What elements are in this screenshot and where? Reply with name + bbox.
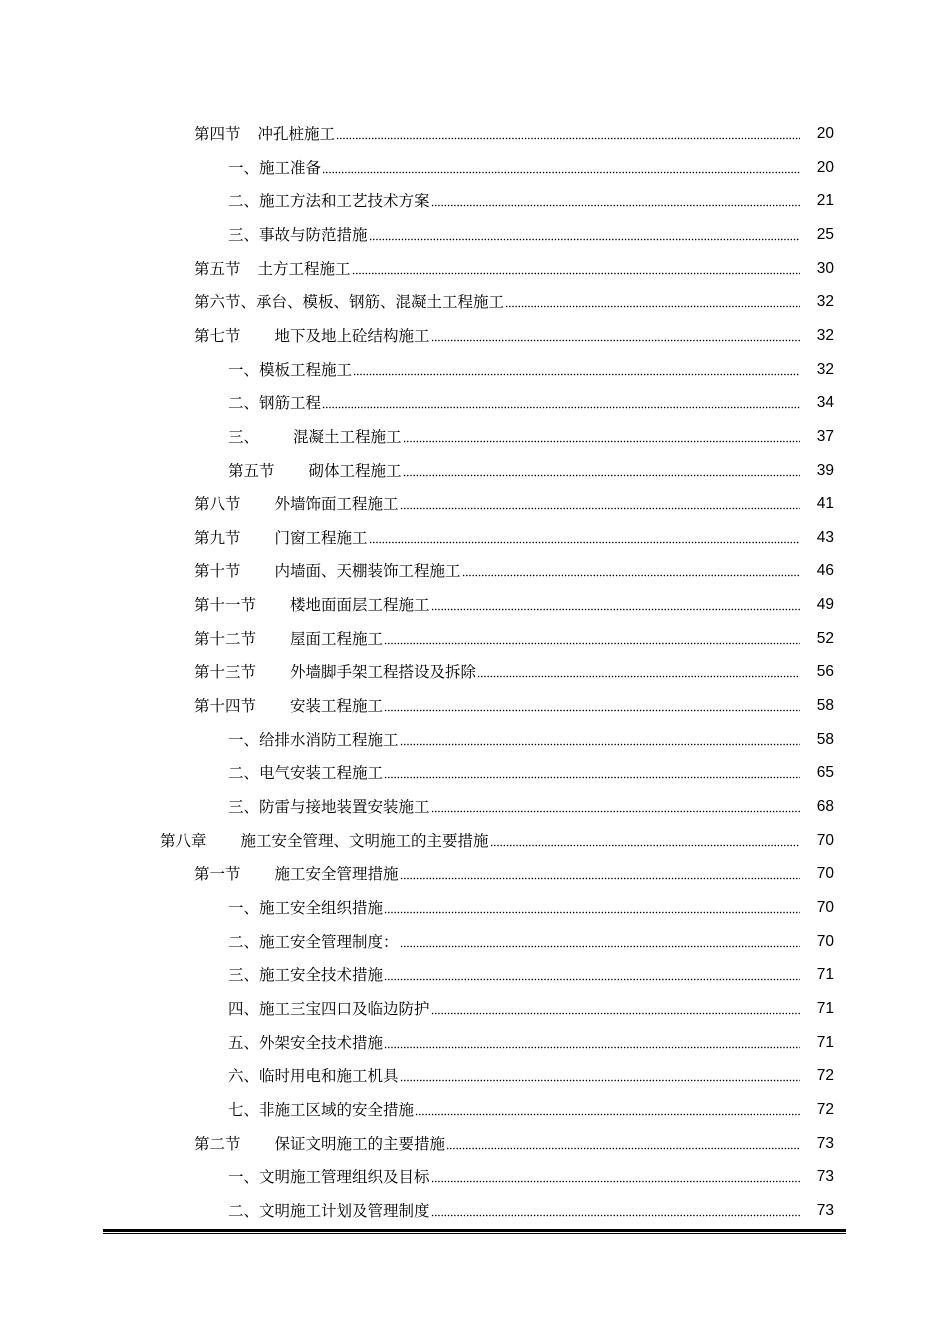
toc-entry[interactable]: [228, 1098, 834, 1122]
toc-entry-title: 事故与防范措施: [259, 225, 368, 244]
toc-entry[interactable]: [228, 930, 834, 954]
toc-entry-page-number: 72: [816, 1100, 834, 1118]
toc-entry-page-number: 58: [816, 730, 834, 748]
toc-entry-page-number: 58: [816, 697, 834, 715]
toc-entry-title: 冲孔桩施工: [257, 125, 336, 143]
toc-entry-text: [194, 559, 461, 583]
toc-entry-title: 内墙面、天棚装饰工程施工: [274, 562, 461, 581]
toc-entry-label: 第九节: [194, 528, 241, 547]
dot-leader: [462, 559, 800, 583]
toc-entry[interactable]: [194, 593, 834, 617]
toc-entry-text: [228, 156, 321, 180]
toc-entry[interactable]: [194, 492, 834, 516]
dot-leader: [384, 694, 800, 718]
toc-entry-label: 第八章: [160, 831, 207, 850]
toc-entry-label: 三、: [228, 798, 260, 816]
toc-entry-title: 安装工程施工: [290, 697, 384, 716]
toc-entry-page-number: 73: [816, 1134, 834, 1152]
toc-entry-text: [228, 1199, 430, 1223]
toc-entry-label: 一、: [228, 730, 260, 749]
toc-entry[interactable]: [194, 694, 834, 718]
toc-entry-page-number: 73: [816, 1201, 834, 1219]
toc-entry-title: 施工安全技术措施: [259, 966, 384, 985]
toc-entry-title: 临时用电和施工机具: [259, 1067, 399, 1086]
toc-entry-title: 承台、模板、钢筋、混凝土工程施工: [256, 293, 505, 312]
dot-leader: [446, 1132, 800, 1156]
toc-entry-label: 五、: [228, 1033, 260, 1052]
toc-entry-label: 第二节: [194, 1134, 241, 1153]
toc-entry-text: [228, 1064, 399, 1088]
toc-entry-text: [228, 425, 402, 449]
toc-entry-text: [228, 728, 399, 752]
toc-entry-title: 外架安全技术措施: [259, 1033, 384, 1052]
dot-leader: [352, 257, 800, 281]
toc-entry[interactable]: [194, 122, 834, 146]
dot-leader: [415, 1098, 800, 1122]
toc-entry-label: 第八节: [194, 495, 241, 514]
dot-leader: [369, 223, 800, 247]
toc-entry-page-number: 21: [816, 192, 834, 210]
toc-entry-page-number: 56: [816, 663, 834, 681]
toc-entry-title: 施工安全管理制度：: [259, 932, 399, 951]
toc-entry-label: 一、: [228, 898, 260, 917]
dot-leader: [400, 862, 800, 886]
toc-entry-title: 文明施工管理组织及目标: [259, 1168, 430, 1187]
toc-entry-text: [228, 223, 368, 247]
toc-entry-label: 二、: [228, 192, 260, 211]
dot-leader: [505, 290, 800, 314]
toc-entry-text: [194, 324, 430, 348]
toc-entry-page-number: 71: [816, 999, 834, 1017]
toc-entry-text: [194, 593, 430, 617]
toc-entry-text: [194, 290, 504, 314]
toc-entry-page-number: 70: [816, 898, 834, 916]
dot-leader: [369, 526, 800, 550]
toc-entry-text: [228, 459, 402, 483]
toc-entry-page-number: 32: [816, 326, 834, 344]
toc-entry-text: [194, 492, 399, 516]
toc-entry-text: [228, 761, 383, 785]
toc-entry-label: 第十三节: [194, 663, 257, 682]
dot-leader: [322, 156, 800, 180]
toc-entry-text: [228, 896, 383, 920]
toc-entry[interactable]: [228, 189, 834, 213]
toc-entry[interactable]: [194, 1132, 834, 1156]
toc-entry-title: 保证文明施工的主要措施: [274, 1134, 446, 1153]
dot-leader: [384, 896, 800, 920]
toc-entry-page-number: 32: [816, 293, 834, 311]
toc-entry-label: 第五节: [194, 259, 241, 278]
toc-entry[interactable]: [228, 425, 834, 449]
toc-entry-page-number: 71: [816, 1033, 834, 1051]
toc-entry-page-number: 71: [816, 966, 834, 984]
toc-entry-title: 门窗工程施工: [274, 528, 368, 547]
dot-leader: [431, 593, 800, 617]
toc-entry[interactable]: [194, 526, 834, 550]
toc-entry-page-number: 73: [816, 1168, 834, 1186]
toc-entry-title: 给排水消防工程施工: [259, 730, 399, 749]
toc-entry[interactable]: [228, 896, 834, 920]
toc-entry-page-number: 49: [816, 596, 834, 614]
dot-leader: [322, 391, 800, 415]
toc-entry-text: [228, 391, 321, 415]
toc-entry-page-number: 65: [816, 764, 834, 782]
dot-leader: [477, 660, 800, 684]
toc-entry-page-number: 70: [816, 831, 834, 849]
toc-entry-title: 屋面工程施工: [290, 629, 384, 648]
toc-entry-label: 第一节: [194, 865, 241, 884]
toc-entry-page-number: 32: [816, 360, 834, 378]
toc-entry-title: 文明施工计划及管理制度: [259, 1201, 430, 1220]
toc-entry-label: 四、: [228, 999, 260, 1018]
toc-entry-title: 砌体工程施工: [308, 461, 402, 480]
toc-entry-page-number: 72: [816, 1067, 834, 1085]
toc-entry-page-number: 37: [816, 427, 834, 445]
toc-entry-title: 钢筋工程: [259, 394, 322, 413]
toc-entry-text: [194, 257, 351, 281]
dot-leader: [400, 1064, 800, 1088]
toc-entry[interactable]: [194, 862, 834, 886]
toc-entry-label: 二、: [228, 932, 260, 951]
toc-entry-title: 防雷与接地装置安装施工: [259, 798, 430, 816]
toc-entry-title: 非施工区域的安全措施: [259, 1100, 415, 1119]
toc-entry-title: 电气安装工程施工: [259, 764, 384, 783]
toc-entry-label: 第十四节: [194, 697, 257, 716]
toc-entry[interactable]: [228, 156, 834, 180]
toc-entry-title: 地下及地上砼结构施工: [274, 326, 430, 345]
toc-entry[interactable]: [194, 257, 834, 281]
toc-entry-page-number: 30: [816, 259, 834, 277]
toc-entry-page-number: 70: [816, 932, 834, 950]
toc-entry-text: [160, 829, 489, 853]
toc-entry-title: 混凝土工程施工: [293, 427, 402, 446]
toc-entry-title: 外墙脚手架工程搭设及拆除: [290, 663, 477, 682]
dot-leader: [384, 627, 800, 651]
toc-entry-title: 施工方法和工艺技术方案: [259, 192, 430, 211]
toc-entry[interactable]: [228, 459, 834, 483]
toc-entry[interactable]: [228, 1199, 834, 1223]
toc-entry[interactable]: [194, 559, 834, 583]
toc-entry[interactable]: [194, 290, 834, 314]
toc-entry-text: [194, 122, 335, 146]
toc-entry[interactable]: [228, 1165, 834, 1189]
toc-entry-text: [194, 660, 476, 684]
toc-entry[interactable]: [228, 1031, 834, 1055]
dot-leader: [336, 122, 800, 146]
dot-leader: [431, 1199, 800, 1223]
toc-entry-text: [194, 862, 399, 886]
toc-entry-page-number: 34: [816, 394, 834, 412]
toc-entry[interactable]: [194, 627, 834, 651]
toc-entry-page-number: 25: [816, 225, 834, 243]
toc-entry-label: 一、: [228, 360, 260, 379]
toc-entry[interactable]: [228, 761, 834, 785]
toc-entry-label: 第六节、: [194, 293, 257, 312]
toc-entry-label: 七、: [228, 1100, 260, 1119]
toc-entry-text: [194, 627, 383, 651]
toc-entry-text: [228, 1031, 383, 1055]
toc-entry-label: 一、: [228, 1168, 260, 1187]
dot-leader: [431, 795, 800, 819]
dot-leader: [384, 963, 800, 987]
toc-entry-text: [228, 358, 352, 382]
dot-leader: [403, 425, 800, 449]
toc-entry-page-number: 52: [816, 629, 834, 647]
toc-entry-text: [194, 1132, 445, 1156]
toc-entry[interactable]: [160, 829, 834, 853]
toc-entry-title: 施工安全组织措施: [259, 898, 384, 917]
toc-entry-text: [228, 189, 430, 213]
toc-entry-label: 三、: [228, 966, 260, 985]
toc-entry-label: 第四节: [194, 125, 241, 143]
toc-entry-text: [228, 1098, 414, 1122]
toc-entry-label: 二、: [228, 1201, 260, 1220]
toc-entry[interactable]: [228, 391, 834, 415]
toc-entry-page-number: 68: [816, 798, 834, 815]
toc-entry-label: 第十一节: [194, 596, 257, 615]
dot-leader: [384, 1031, 800, 1055]
toc-entry-label: 三、: [228, 427, 260, 446]
dot-leader: [431, 324, 800, 348]
toc-entry-title: 施工安全管理、文明施工的主要措施: [240, 831, 489, 850]
toc-entry-label: 第十节: [194, 562, 241, 581]
toc-entry[interactable]: [194, 324, 834, 348]
toc-entry-text: [228, 997, 430, 1021]
toc-entry-text: [228, 963, 383, 987]
toc-entry-title: 施工准备: [259, 158, 322, 177]
dot-leader: [384, 761, 800, 785]
toc-entry-page-number: 39: [816, 461, 834, 479]
toc-entry-label: 三、: [228, 225, 260, 244]
toc-entry-text: [194, 694, 383, 718]
toc-entry-label: 第十二节: [194, 629, 257, 648]
toc-entry-page-number: 41: [816, 495, 834, 513]
dot-leader: [431, 997, 800, 1021]
footer-double-rule: [103, 1229, 846, 1234]
toc-entry-label: 二、: [228, 764, 260, 783]
toc-entry-label: 第五节: [228, 461, 275, 480]
toc-entry[interactable]: [228, 223, 834, 247]
toc-entry-title: 外墙饰面工程施工: [274, 495, 399, 514]
toc-entry-title: 施工安全管理措施: [274, 865, 399, 884]
toc-entry-title: 施工三宝四口及临边防护: [259, 999, 430, 1018]
toc-entry-label: 六、: [228, 1067, 260, 1086]
dot-leader: [431, 189, 800, 213]
toc-entry-label: 二、: [228, 394, 260, 413]
dot-leader: [400, 930, 800, 954]
dot-leader: [431, 1165, 800, 1189]
toc-entry[interactable]: [228, 795, 834, 819]
toc-entry-label: 第七节: [194, 326, 241, 345]
toc-entry-text: [228, 795, 430, 819]
toc-entry[interactable]: [228, 728, 834, 752]
toc-entry-title: 土方工程施工: [257, 259, 351, 278]
toc-entry-text: [194, 526, 368, 550]
toc-entry[interactable]: [228, 963, 834, 987]
toc-entry-label: 一、: [228, 158, 260, 177]
dot-leader: [353, 358, 800, 382]
toc-entry[interactable]: [228, 358, 834, 382]
toc-entry-text: [228, 1165, 430, 1189]
toc-entry[interactable]: [194, 660, 834, 684]
toc-entry-page-number: 70: [816, 865, 834, 883]
dot-leader: [400, 492, 800, 516]
toc-entry-title: 模板工程施工: [259, 360, 353, 379]
toc-entry[interactable]: [228, 997, 834, 1021]
dot-leader: [490, 829, 800, 853]
dot-leader: [400, 728, 800, 752]
toc-entry-page-number: 20: [816, 158, 834, 176]
toc-entry-text: [228, 930, 399, 954]
toc-entry-page-number: 46: [816, 562, 834, 580]
toc-entry-title: 楼地面面层工程施工: [290, 596, 430, 615]
toc-entry[interactable]: [228, 1064, 834, 1088]
toc-entry-page-number: 20: [816, 125, 834, 142]
toc-entry-page-number: 43: [816, 528, 834, 546]
dot-leader: [403, 459, 800, 483]
